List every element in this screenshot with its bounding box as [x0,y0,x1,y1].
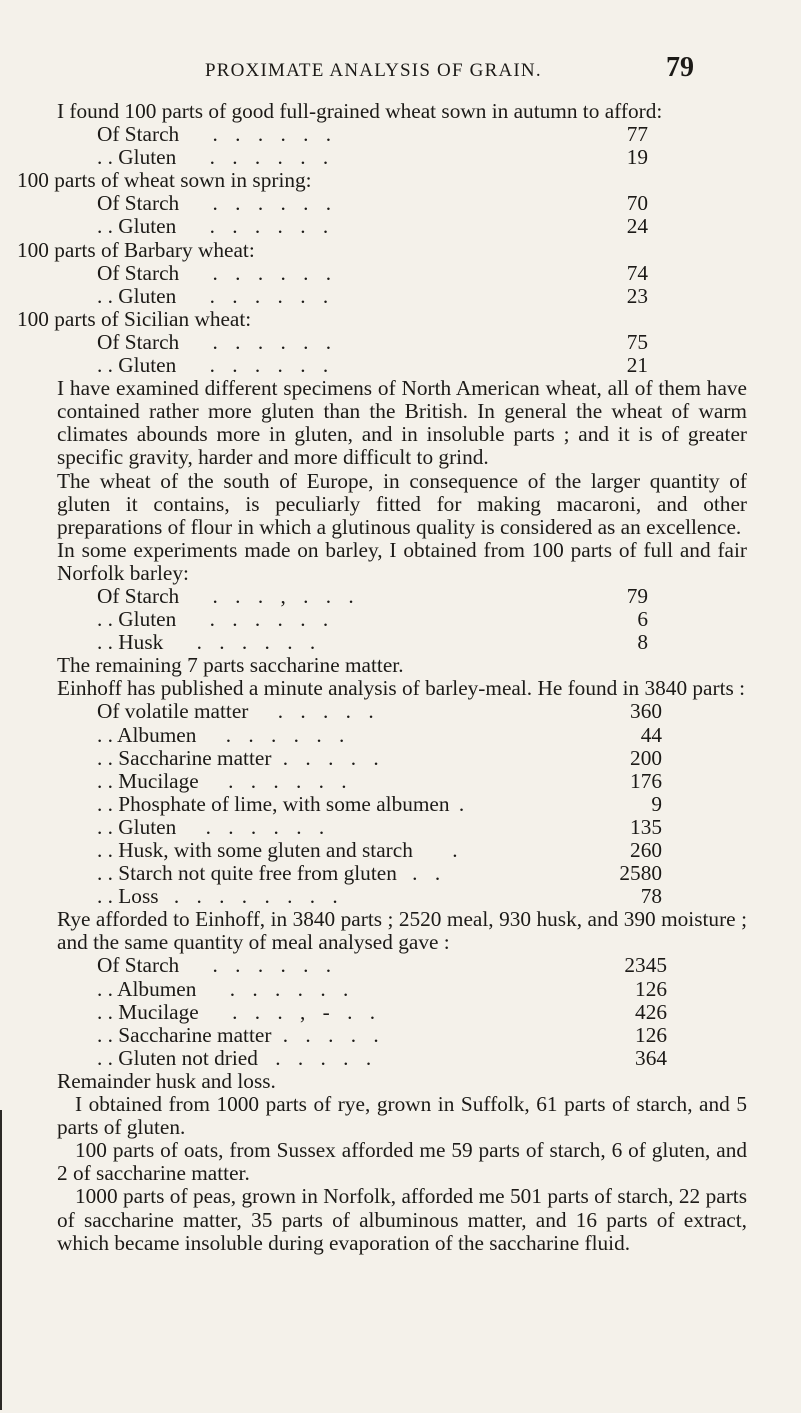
row-label: . . Albumen . . . . . . [97,977,355,1001]
barley-meal-table [57,700,747,908]
wheat-group [17,237,747,308]
paragraph-south-europe: The wheat of the south of Europe, in consequence of the larger quantity of gluten it contains, is peculiarly fitted for making macaroni, and other preparations of flour in which a glutinous quality is considered as an excellence. [57,468,747,539]
row-value: 176 [630,768,662,793]
table-row [97,123,648,146]
row-label: Of volatile matter . . . . . [97,700,380,724]
row-label: . . Gluten . . . . . . [97,354,335,378]
paragraph-barley: In some experiments made on barley, I obtained from 100 parts of full and fair Norfolk barley: [57,537,747,585]
row-label: . . Mucilage . . . . . . [97,769,353,793]
wheat-group [57,123,747,169]
row-value: 23 [626,283,648,308]
row-label: . . Albumen . . . . . . [97,723,351,747]
row-value: 126 [635,1022,667,1047]
table-row [97,285,648,308]
group-heading: 100 parts of wheat sown in spring: [17,168,312,193]
row-value: 8 [637,630,648,655]
table-row [97,954,667,977]
row-label: Of Starch . . . , . . . [97,584,360,608]
row-label: . . Gluten not dried . . . . . [97,1046,378,1070]
body-text [17,99,747,1255]
row-label: . . Gluten . . . . . . [97,284,335,308]
row-value: 426 [635,999,667,1024]
table-row [97,724,662,747]
table-row [97,978,667,1001]
row-label: Of Starch . . . . . . [97,123,338,147]
row-label: . . Phosphate of lime, with some albumen . [97,792,465,816]
wheat-group [17,168,747,239]
table-row [97,585,648,608]
row-value: 75 [626,329,648,354]
row-value: 6 [637,607,648,632]
row-value: 19 [626,145,648,170]
row-value: 21 [626,353,648,378]
row-label: Of Starch . . . . . . [97,261,338,285]
row-value: 9 [651,791,662,816]
paragraph-suffolk: I obtained from 1000 parts of rye, grown in Suffolk, 61 parts of starch, and 5 parts of gluten. [57,1092,747,1140]
row-label: . . Husk . . . . . . [97,631,322,655]
page-header [0,52,801,92]
row-label: . . Gluten . . . . . . [97,146,335,170]
table-row [97,608,648,631]
row-label: . . Gluten . . . . . . [97,815,331,839]
table-row [97,146,648,169]
table-row [97,262,648,285]
row-value: 2580 [619,861,662,886]
table-row [97,816,662,839]
table-row [97,331,648,354]
row-label: . . Gluten . . . . . . [97,608,335,632]
table-row [97,747,662,770]
row-label: Of Starch . . . . . . [97,330,338,354]
paragraph-north-american: I have examined different specimens of North American wheat, all of them have contained rather more gluten than the British. In general the wheat of warm climates abounds more in gluten, and in insoluble parts ; and it is of greater specific gravity, harder and more difficult to grind. [57,376,747,470]
table-row [97,885,662,908]
row-label: . . Mucilage . . . , - . . [97,1000,382,1024]
group-heading: 100 parts of Sicilian wheat: [17,306,252,331]
row-label: . . Saccharine matter . . . . . [97,746,385,770]
paragraph-peas: 1000 parts of peas, grown in Norfolk, afforded me 501 parts of starch, 22 parts of saccharine matter, 35 parts of albuminous matter, and 16 parts of extract, which became insoluble during evaporation of the saccharine fluid. [57,1184,747,1255]
table-row [97,770,662,793]
row-value: 360 [630,699,662,724]
row-value: 79 [626,583,648,608]
row-label: . . Saccharine matter . . . . . [97,1023,385,1047]
row-value: 74 [626,260,648,285]
row-value: 364 [635,1045,667,1070]
paragraph-rye: Rye afforded to Einhoff, in 3840 parts ; 2520 meal, 930 husk, and 390 moisture ; and the same quantity of meal analysed gave : [57,907,747,955]
row-label: Of Starch . . . . . . [97,192,338,216]
table-row [97,215,648,238]
running-title: PROXIMATE ANALYSIS OF GRAIN. [205,60,542,81]
table-row [97,793,662,816]
rye-table [57,954,747,1069]
row-value: 78 [640,884,662,909]
row-value: 77 [626,122,648,147]
row-label: . . Husk, with some gluten and starch . [97,839,458,862]
row-label: Of Starch . . . . . . [97,954,338,978]
page-binding-edge [0,1110,2,1410]
row-value: 135 [630,814,662,839]
row-value: 126 [635,976,667,1001]
row-label: . . Starch not quite free from gluten . . [97,862,447,886]
row-value: 70 [626,191,648,216]
table-row [97,839,662,862]
barley-remaining: The remaining 7 parts saccharine matter. [57,653,404,678]
table-row [97,1001,667,1024]
rye-remainder: Remainder husk and loss. [57,1068,276,1093]
row-value: 260 [630,838,662,862]
barley-table [57,585,747,654]
table-row [97,862,662,885]
row-value: 200 [630,745,662,770]
row-label: . . Gluten . . . . . . [97,215,335,239]
table-row [97,1047,667,1070]
table-row [97,631,648,654]
wheat-tables [17,122,747,378]
row-value: 44 [640,722,662,747]
wheat-group [17,306,747,378]
page-number: 79 [666,52,694,83]
table-row [97,192,648,215]
row-label: . . Loss . . . . . . . . [97,885,344,909]
intro-paragraph: I found 100 parts of good full-grained wheat sown in autumn to afford: [57,99,663,123]
row-value: 2345 [624,953,667,978]
table-row [97,354,648,377]
group-heading: 100 parts of Barbary wheat: [17,237,255,262]
table-row [97,700,662,723]
row-value: 24 [626,214,648,239]
table-row [97,1024,667,1047]
paragraph-einhoff: Einhoff has published a minute analysis of barley-meal. He found in 3840 parts : [57,676,746,701]
paragraph-oats: 100 parts of oats, from Sussex afforded me 59 parts of starch, 6 of gluten, and 2 of saccharine matter. [57,1138,747,1186]
